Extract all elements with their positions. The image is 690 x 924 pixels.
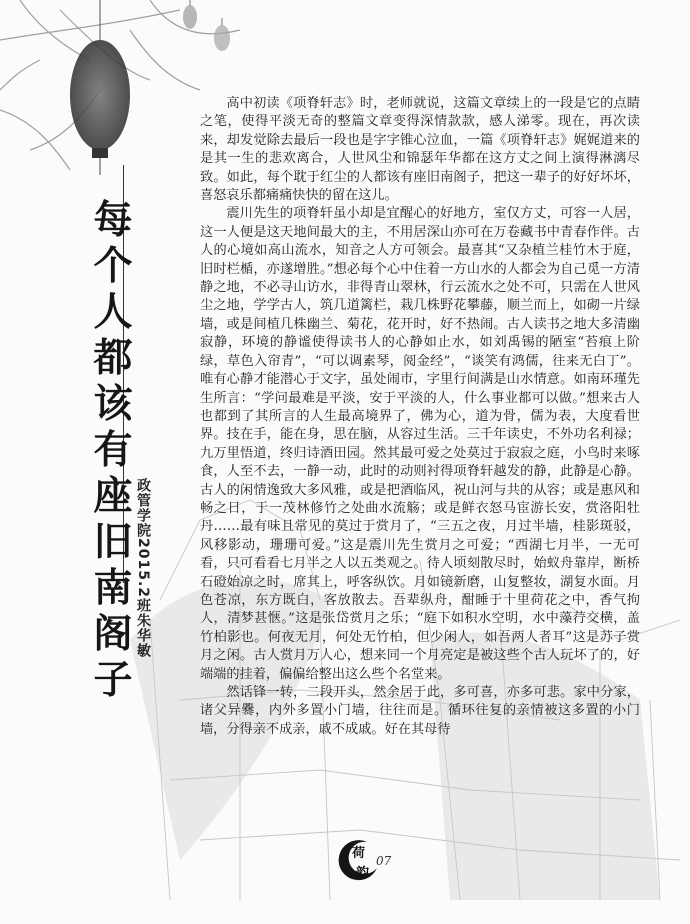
article-body <box>200 95 640 739</box>
byline-class: 2015.2班 <box>135 538 151 614</box>
seal-char-bottom: 韵 <box>356 866 370 881</box>
title-char: 有 <box>93 428 133 473</box>
title-char: 每 <box>93 198 133 243</box>
title-char: 旧 <box>93 520 133 565</box>
seal-char-top: 荷 <box>352 846 366 861</box>
title-char: 都 <box>93 336 133 381</box>
title-char: 南 <box>93 566 133 611</box>
title-char: 阁 <box>93 612 133 657</box>
title-char: 子 <box>93 658 133 703</box>
body-paragraph: 然话锋一转，二段开头，然余居于此，多可喜，亦多可悲。家中分家，诸父异爨，内外多置小门墙，往往而是。循环往复的亲情被这多置的小门墙，分得亲不成亲，戚不成戚。好在其母待 <box>200 685 640 737</box>
title-char: 该 <box>93 382 133 427</box>
title-char: 人 <box>93 290 133 335</box>
title-last-char-wrap <box>78 658 148 704</box>
title-char: 座 <box>93 474 133 519</box>
byline-org: 政管学院 <box>135 478 151 538</box>
author-byline <box>134 478 158 658</box>
byline-author: 朱华敏 <box>135 613 151 659</box>
body-paragraph: 震川先生的项脊轩虽小却是宜醒心的好地方，室仅方丈，可容一人居，这一人便是这天地间最大的主，不用居深山亦可在万卷藏书中青春作伴。古人的心境如高山流水，知音之人方可领会。最喜其“又杂植兰桂竹木于庭，旧时栏楯，亦遂增胜。”想必每个心中住着一方山水的人都会为自己觅一方清静之地，不必寻山访水，非得青山翠林，行云流水之处不可，只需在人世风尘之地，学学古人，筑几道篱栏，栽几株野花攀藤，顺兰而上，如砌一片绿墙，或是间植几株幽兰、菊花，花开时，好不热闹。古人读书之地大多清幽寂静，环境的静谧使得读书人的心静如止水，如刘禹锡的陋室“苔痕上阶绿，草色入帘青”，“可以调素琴，阅金经”，“谈笑有鸿儒，往来无白丁”。唯有心静才能潜心于文字，虽处闹市，字里行间满是山水情意。如南环瑾先生所言：“学问最难是平淡，安于平淡的人，什么事业都可以做。”想来古人也都到了其所言的人生最高境界了，佛为心，道为骨，儒为表，大度看世界。技在手，能在身，思在脑，从容过生活。三千年读史，不外功名利禄；九万里悟道，终归诗酒田园。然其最可爱之处莫过于寂寂之庭，小鸟时来啄食，人至不去，一静一动，此时的动则衬得项脊轩越发的静，此静是心静。古人的闲情逸致大多风雅，或是把酒临风，祝山河与共的从容；或是惠风和畅之日，于一茂林修竹之处曲水流觞；或是鲜衣怒马宦游长安，赏洛阳牡丹……最有味且常见的莫过于赏月了，“三五之夜，月过半墙，桂影斑驳，风移影动，珊珊可爱。”这是震川先生赏月之可爱；“西湖七月半，一无可看，只可看看七月半之人以五类观之。待人顷刻散尽时，始蚁舟靠岸，断桥石磴始凉之时，席其上，呼客纵饮。月如镜新磨，山复整妆，湖复水面。月色苍凉，东方既白，客放散去。吾辈纵舟，酣睡于十里荷花之中，香气拘人，清梦甚惬。”这是张岱赏月之乐；“庭下如积水空明，水中藻荇交横，盖竹柏影也。何夜无月，何处无竹柏，但少闲人，如吾两人者耳”这是苏子赏月之闲。古人赏月万人心，想来同一个月亮定是被这些个古人玩坏了的，好端端的挂着，偏偏给整出这么些个名堂来。 <box>200 206 640 682</box>
title-char: 个 <box>93 244 133 289</box>
page-number: 07 <box>376 854 392 868</box>
body-paragraph: 高中初读《项脊轩志》时，老师就说，这篇文章续上的一段是它的点睛之笔，使得平淡无奇的整篇文章变得深情款款，感人涕零。现在，再次读来，却发觉除去最后一段也是字字锥心泣血，一篇《项脊轩志》娓娓道来的是其一生的悲欢离合，人世风尘和锦瑟年华都在这方丈之间上演得淋漓尽致。如此，每个耽于红尘的人都该有座旧南阁子，把这一辈子的好好坏坏，喜怒哀乐都痛痛快快的留在这儿。 <box>200 96 640 204</box>
